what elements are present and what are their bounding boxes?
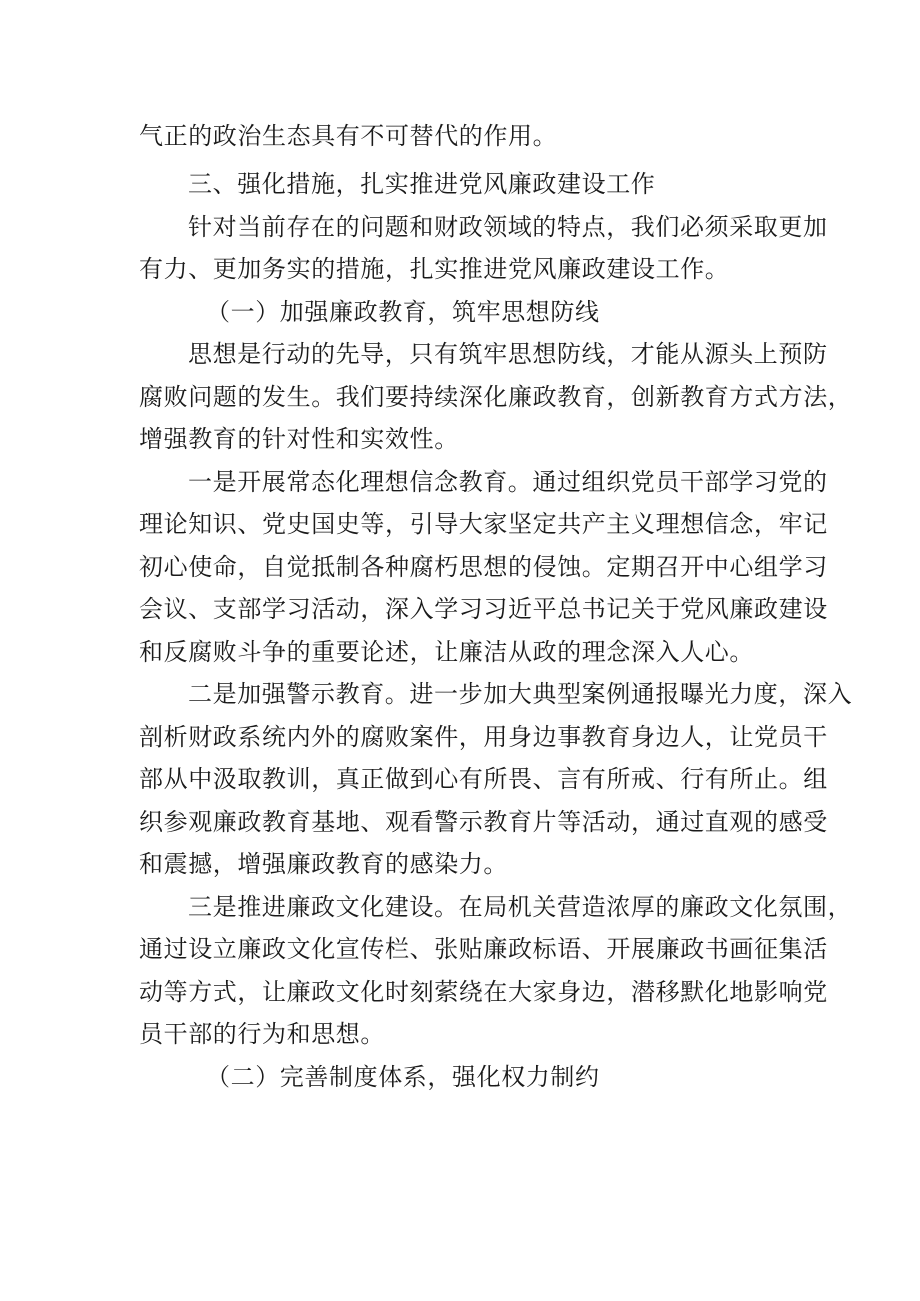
paragraph-line: 理论知识、党史国史等，引导大家坚定共产主义理想信念，牢记 [139, 510, 828, 538]
paragraph-line: 一是开展常态化理想信念教育。通过组织党员干部学习党的 [188, 468, 828, 496]
paragraph-line: 气正的政治生态具有不可替代的作用。 [139, 122, 558, 150]
paragraph-line: 腐败问题的发生。我们要持续深化廉政教育，创新教育方式方法， [139, 383, 853, 411]
paragraph-line: 剖析财政系统内外的腐败案件，用身边事教育身边人，让党员干 [139, 723, 828, 751]
paragraph-line: 织参观廉政教育基地、观看警示教育片等活动，通过直观的感受 [139, 808, 828, 836]
paragraph-line: 部从中汲取教训，真正做到心有所畏、言有所戒、行有所止。组 [139, 765, 828, 793]
paragraph-line: 针对当前存在的问题和财政领域的特点，我们必须采取更加 [188, 213, 828, 241]
paragraph-line: 思想是行动的先导，只有筑牢思想防线，才能从源头上预防 [188, 340, 828, 368]
paragraph-line: 会议、支部学习活动，深入学习习近平总书记关于党风廉政建设 [139, 595, 828, 623]
paragraph-line: 二是加强警示教育。进一步加大典型案例通报曝光力度，深入 [188, 680, 853, 708]
paragraph-line: 通过设立廉政文化宣传栏、张贴廉政标语、开展廉政书画征集活 [139, 935, 828, 963]
paragraph-line: 有力、更加务实的措施，扎实推进党风廉政建设工作。 [139, 255, 730, 283]
subsection-heading: （二）完善制度体系，强化权力制约 [206, 1063, 600, 1091]
paragraph-line: 动等方式，让廉政文化时刻萦绕在大家身边，潜移默化地影响党 [139, 978, 828, 1006]
paragraph-line: 和反腐败斗争的重要论述，让廉洁从政的理念深入人心。 [139, 638, 754, 666]
paragraph-line: 增强教育的针对性和实效性。 [139, 425, 459, 453]
paragraph-line: 三是推进廉政文化建设。在局机关营造浓厚的廉政文化氛围， [188, 893, 853, 921]
section-heading: 三、强化措施，扎实推进党风廉政建设工作 [188, 170, 656, 198]
paragraph-line: 员干部的行为和思想。 [139, 1020, 385, 1048]
paragraph-line: 初心使命，自觉抵制各种腐朽思想的侵蚀。定期召开中心组学习 [139, 553, 828, 581]
paragraph-line: 和震撼，增强廉政教育的感染力。 [139, 850, 508, 878]
subsection-heading: （一）加强廉政教育，筑牢思想防线 [206, 298, 600, 326]
